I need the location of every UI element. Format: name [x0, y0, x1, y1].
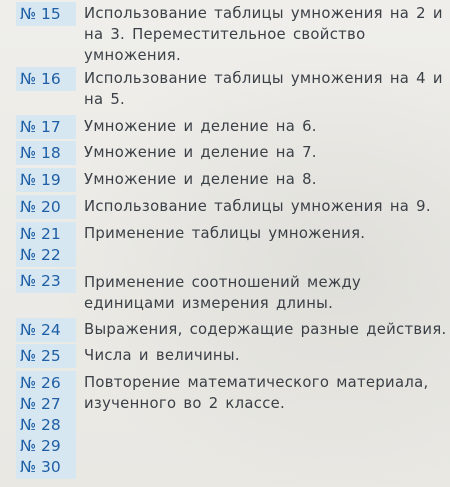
entry-number-16: № 16	[16, 67, 76, 91]
entry-text-27: изученного во 2 классе.	[84, 395, 286, 412]
entry-number-21: № 21	[16, 222, 76, 246]
entry-number-17: № 17	[16, 115, 76, 139]
entry-number-26: № 26	[16, 371, 76, 395]
entry-number-28: № 28	[16, 413, 76, 437]
entry-number-22: № 22	[16, 243, 76, 267]
entry-text-17: Умножение и деление на 6.	[84, 118, 317, 135]
entry-number-30: № 30	[16, 455, 76, 479]
entry-text-24: Выражения, содержащие разные действия.	[84, 321, 447, 338]
entry-number-29: № 29	[16, 434, 76, 458]
entry-text-25: Числа и величины.	[84, 347, 240, 364]
entry-text-20: Использование таблицы умножения на 9.	[84, 198, 431, 215]
entry-number-20: № 20	[16, 195, 76, 219]
entry-number-24: № 24	[16, 318, 76, 342]
entry-number-23: № 23	[16, 269, 76, 293]
entry-number-18: № 18	[16, 141, 76, 165]
entry-text-18: Умножение и деление на 7.	[84, 144, 317, 161]
entry-text-16: Использование таблицы умножения на 4 и на 5.	[84, 70, 443, 108]
entry-number-27: № 27	[16, 392, 76, 416]
entry-text-19: Умножение и деление на 8.	[84, 171, 317, 188]
entry-number-25: № 25	[16, 344, 76, 368]
entry-number-19: № 19	[16, 168, 76, 192]
entry-text-21: Применение таблицы умножения.	[84, 225, 366, 242]
entry-text-26: Повторение математического материала,	[84, 374, 429, 391]
entry-text-23: Применение соотношений между единицами измерения длины.	[84, 274, 362, 312]
entry-text-15: Использование таблицы умножения на 2 и на 3. Переместительное свойство умножения.	[84, 5, 443, 64]
entry-number-15: № 15	[16, 2, 76, 26]
